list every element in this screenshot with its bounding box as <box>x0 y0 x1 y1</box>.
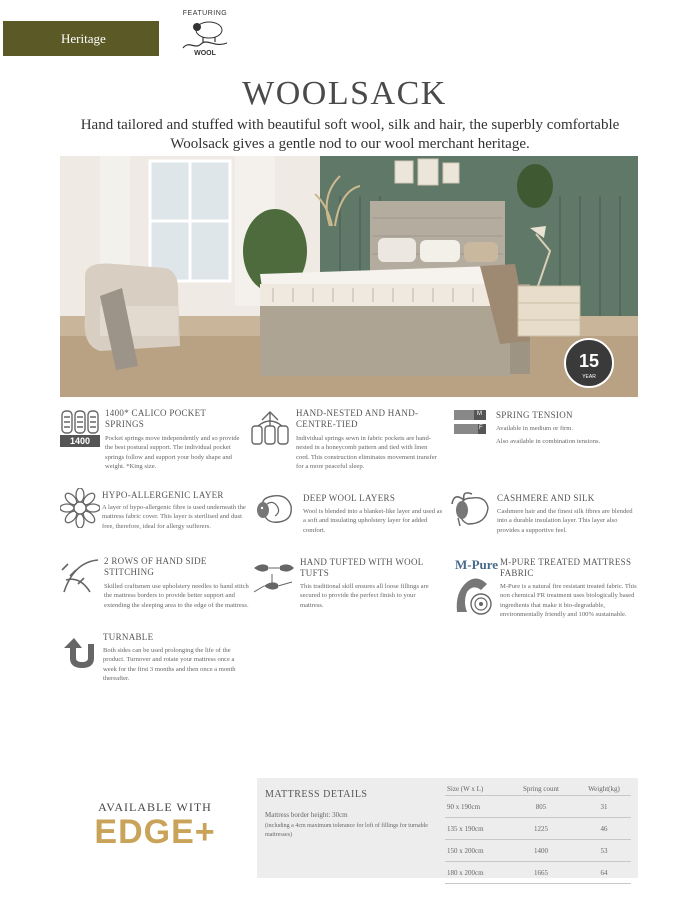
table-row: 135 x 190cm 1225 46 <box>445 818 631 840</box>
feature-cashmere <box>450 490 640 545</box>
feature-text: Pocket springs move independently and so provide the best postural support. The individual pocket springs follow and support your body shape and weight. *King size. <box>105 435 240 470</box>
feature-title: TURNABLE <box>103 632 154 642</box>
feature-title: HYPO-ALLERGENIC LAYER <box>102 490 224 500</box>
mpure-icon <box>453 572 495 616</box>
feature-text: Wool is blended into a blanket-like layer and used as a soft and insulating upholstery layer for added comfort. <box>303 508 443 534</box>
turn-arrow-icon <box>60 630 100 670</box>
feature-text: Both sides can be used prolonging the life of the product. Turnover and rotate your mattress once a week for the first 3 months and then once a month thereafter. <box>103 647 236 682</box>
table-header-row <box>445 783 631 796</box>
sheep-icon <box>255 490 295 528</box>
flower-icon <box>60 488 100 528</box>
feature-text: M-Pure is a natural fire resistant treated fabric. This non chemical FR treatment uses biologically based ingredients that make it bio-degradable, environmentally friendly and 100% sustainable. <box>500 583 637 618</box>
feature-text: Individual springs sewn in fabric pockets are hand-nested in a honeycomb pattern and tied with linen cord. This construction eliminates movement transfer for a more peaceful sleep. <box>296 435 437 470</box>
goat-icon <box>450 490 492 528</box>
table-row: 150 x 200cm 1400 53 <box>445 840 631 862</box>
feature-spring-tension <box>453 408 643 458</box>
feature-title: SPRING TENSION <box>496 410 573 420</box>
sheep-logo-icon <box>175 18 235 52</box>
west-country-wool-logo <box>172 10 238 66</box>
wool-label: WOOL <box>194 50 216 57</box>
feature-title: M-PURE TREATED MATTRESS FABRIC <box>500 557 632 578</box>
feature-text: This traditional skill ensures all loose fillings are secured to provide the perfect finish to your mattress. <box>300 583 429 609</box>
pocket-springs-icon <box>60 408 100 436</box>
feature-text: Also available in combination tensions. <box>496 438 601 445</box>
feature-hypo-allergenic <box>60 488 250 548</box>
feature-title: HAND TUFTED WITH WOOL TUFTS <box>300 557 424 578</box>
page-title: WOOLSACK <box>242 75 447 112</box>
details-title: MATTRESS DETAILS <box>265 789 368 800</box>
header-size: Size (W x L) <box>447 785 484 793</box>
collection-tag: Heritage <box>3 21 159 56</box>
border-note: (including a 4cm maximum tolerance for loft of fillings for turnable mattresses) <box>265 823 428 838</box>
feature-mpure <box>453 556 643 646</box>
intro-text: Hand tailored and stuffed with beautiful soft wool, silk and hair, the superbly comfortable Woolsack gives a gentle nod to our wool merchant heritage. <box>80 117 620 152</box>
mpure-logo: M-Pure <box>455 557 499 572</box>
feature-turnable <box>60 630 250 690</box>
feature-title: HAND-NESTED AND HAND- CENTRE-TIED <box>296 408 419 429</box>
border-height: Mattress border height: 30cm <box>265 811 348 819</box>
feature-title: CASHMERE AND SILK <box>497 493 595 503</box>
featuring-label: FEATURING <box>182 10 228 17</box>
feature-pocket-springs <box>60 408 250 483</box>
header-weight: Weight(kg) <box>588 785 620 793</box>
available-label: AVAILABLE WITH <box>98 800 212 814</box>
feature-title: 2 ROWS OF HAND SIDE STITCHING <box>104 556 207 577</box>
feature-title: 1400* CALICO POCKET SPRINGS <box>105 408 207 429</box>
header-springs: Spring count <box>523 785 559 793</box>
feature-deep-wool <box>255 490 445 545</box>
table-row: 90 x 190cm 805 31 <box>445 796 631 818</box>
feature-text: Available in medium or firm. <box>496 425 573 432</box>
feature-title: DEEP WOOL LAYERS <box>303 493 396 503</box>
bedroom-photo <box>60 156 638 397</box>
edge-plus-logo: EDGE+ <box>94 813 216 851</box>
medium-label: M <box>477 411 482 417</box>
feature-hand-nested <box>250 408 440 488</box>
feature-text: A layer of hypo-allergenic fibre is used underneath the mattress fabric cover. This layer is sterilised and dust free, therefore, ideal for allergy sufferers. <box>102 504 246 530</box>
hand-tied-springs-icon <box>250 408 290 448</box>
feature-side-stitching <box>60 556 250 626</box>
needle-icon <box>60 556 102 598</box>
tufts-icon <box>252 556 296 600</box>
spring-count-label: 1400 <box>60 435 100 447</box>
mattress-details-panel <box>257 778 638 878</box>
feature-text: Skilled craftsmen use upholstery needles to hand stitch the mattress borders to provide better support and extending the sleeping area to the edge of the mattress. <box>104 583 249 609</box>
size-table <box>445 783 631 884</box>
firm-label: F <box>479 425 483 431</box>
feature-text: Cashmere hair and the finest silk fibres are blended into a durable insulation layer. This layer also provides a supportive feel. <box>497 508 633 534</box>
available-with-block <box>70 800 240 852</box>
table-row: 180 x 200cm 1665 64 <box>445 862 631 884</box>
feature-hand-tufted <box>252 556 447 616</box>
guarantee-badge: 15 YEAR <box>564 338 614 388</box>
